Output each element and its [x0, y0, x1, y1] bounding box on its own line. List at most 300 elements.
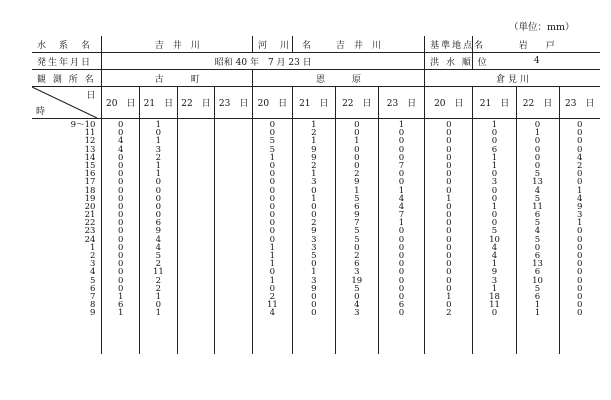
- rain-value: 0: [398, 144, 405, 155]
- rain-value: 9: [354, 177, 360, 188]
- rain-value: 1: [311, 120, 317, 130]
- hour-label: 19: [84, 193, 96, 204]
- rain-value: 0: [269, 210, 276, 221]
- rain-value: 0: [446, 275, 452, 286]
- rain-value: 0: [577, 275, 583, 286]
- rain-value: 0: [311, 308, 317, 319]
- rain-value: 0: [534, 120, 541, 130]
- rain-value: 0: [446, 234, 452, 245]
- rain-value: 5: [269, 144, 276, 155]
- unit-label: （単位：mm）: [509, 22, 575, 33]
- rain-value: 0: [269, 193, 276, 204]
- rain-value: 7: [398, 210, 405, 221]
- hour-label: 1: [89, 242, 96, 253]
- kijun-value: 岩 戸: [473, 36, 600, 53]
- rain-value: 1: [269, 275, 276, 286]
- rain-value: 2: [155, 259, 162, 270]
- hour-label: 9〜10: [70, 120, 96, 130]
- rain-value: 0: [446, 144, 452, 155]
- rain-value: 1: [491, 120, 498, 130]
- rain-value: 0: [446, 169, 452, 180]
- rain-value: 2: [155, 283, 162, 294]
- rainfall-table: [32, 36, 600, 354]
- rain-value: 0: [354, 120, 360, 130]
- hour-label: 8: [89, 300, 96, 311]
- rain-value: 2: [311, 218, 317, 229]
- rain-value: 4: [491, 251, 498, 261]
- rain-value: 1: [491, 152, 498, 163]
- hour-label: 13: [84, 144, 96, 155]
- kasen-value: 吉 井 川: [292, 36, 424, 53]
- day-header: 23 日: [378, 87, 424, 119]
- rain-value: 0: [577, 267, 583, 278]
- rain-value: 10: [532, 275, 543, 286]
- rain-value: 4: [491, 242, 498, 253]
- rain-value: 1: [269, 259, 276, 270]
- rain-value: 0: [491, 193, 498, 204]
- rain-value: 6: [354, 259, 360, 270]
- rain-value: 0: [577, 177, 583, 188]
- rain-value: 9: [311, 226, 317, 237]
- rain-value: 0: [446, 300, 452, 311]
- rain-value: 3: [311, 275, 317, 286]
- rain-value: 9: [311, 152, 317, 163]
- rain-value: 0: [398, 234, 405, 245]
- rain-value: 11: [266, 300, 278, 311]
- rain-value: 0: [398, 267, 405, 278]
- day-hour-corner: [32, 87, 102, 119]
- rain-value: 6: [534, 291, 541, 302]
- rain-value: 1: [491, 201, 498, 212]
- rain-value: 2: [269, 291, 276, 302]
- date-label: 発生年月日: [32, 53, 102, 70]
- rain-value: 1: [311, 169, 317, 180]
- rain-value: 1: [577, 218, 583, 229]
- rain-value: 0: [269, 128, 276, 139]
- rain-value: 7: [354, 218, 360, 229]
- rain-value: 0: [577, 234, 583, 245]
- hour-label: 14: [84, 152, 96, 163]
- rain-value: 0: [118, 128, 124, 139]
- rain-value: 3: [354, 267, 360, 278]
- rain-value: 0: [398, 259, 405, 270]
- rain-value: 5: [534, 169, 541, 180]
- rain-value: 0: [577, 144, 583, 155]
- rain-value: 0: [269, 201, 276, 212]
- rain-value: 0: [311, 300, 317, 311]
- rain-value: 5: [534, 193, 541, 204]
- rain-value: 0: [491, 210, 498, 221]
- rain-value: 0: [118, 267, 124, 278]
- rain-value: 0: [311, 185, 317, 196]
- hour-label: 7: [89, 291, 96, 302]
- day-header: 23 日: [215, 87, 253, 119]
- rain-value: 3: [311, 177, 317, 188]
- rain-value: 5: [155, 251, 162, 261]
- rain-value: 1: [398, 120, 405, 130]
- hour-label: 15: [84, 160, 96, 171]
- data-column: [378, 119, 424, 355]
- rain-value: 1: [155, 308, 162, 319]
- rain-value: 0: [311, 259, 317, 270]
- rain-value: 1: [354, 185, 360, 196]
- rain-value: 0: [446, 218, 452, 229]
- data-column: [215, 119, 253, 355]
- rain-value: 0: [155, 300, 162, 311]
- rain-value: 3: [354, 308, 360, 319]
- hour-label: 2: [89, 251, 96, 261]
- rain-value: 0: [118, 251, 124, 261]
- rain-value: 0: [577, 120, 583, 130]
- station-onbara: 恩 原: [252, 70, 424, 87]
- rain-value: 1: [354, 136, 360, 147]
- hour-label: 17: [84, 177, 96, 188]
- rain-value: 0: [118, 210, 124, 221]
- day-header: 22 日: [177, 87, 215, 119]
- rain-value: 2: [354, 169, 360, 180]
- rain-value: 0: [398, 152, 405, 163]
- rain-value: 1: [155, 120, 162, 130]
- data-column: [425, 119, 473, 355]
- rain-value: 0: [577, 169, 583, 180]
- rain-value: 0: [354, 152, 360, 163]
- rain-value: 4: [118, 144, 124, 155]
- hours-column: [32, 119, 102, 355]
- rain-value: 0: [446, 283, 452, 294]
- rain-value: 0: [534, 136, 541, 147]
- hour-label: 24: [84, 234, 96, 245]
- rain-value: 0: [118, 275, 124, 286]
- rain-value: 5: [311, 251, 317, 261]
- rain-value: 11: [152, 267, 164, 278]
- rain-value: 0: [446, 210, 452, 221]
- rain-value: 13: [532, 177, 543, 188]
- rain-value: 9: [311, 283, 317, 294]
- rain-value: 0: [118, 226, 124, 237]
- rain-value: 0: [577, 128, 583, 139]
- rain-value: 0: [118, 185, 124, 196]
- rain-value: 4: [577, 193, 583, 204]
- rain-value: 0: [577, 251, 583, 261]
- day-header: 21 日: [292, 87, 335, 119]
- rain-value: 0: [446, 152, 452, 163]
- rain-value: 6: [398, 300, 405, 311]
- day-header: 22 日: [516, 87, 559, 119]
- rain-value: 0: [118, 169, 124, 180]
- rain-value: 9: [155, 226, 162, 237]
- rain-value: 3: [491, 275, 498, 286]
- rain-value: 0: [269, 226, 276, 237]
- data-column: [516, 119, 559, 355]
- rain-value: 13: [532, 259, 543, 270]
- rain-value: 6: [534, 210, 541, 221]
- hour-label: 12: [84, 136, 96, 147]
- rain-value: 1: [118, 291, 124, 302]
- rain-value: 1: [155, 136, 162, 147]
- rain-value: 0: [577, 136, 583, 147]
- rain-value: 4: [354, 300, 360, 311]
- hour-label: 6: [89, 283, 96, 294]
- rain-value: 3: [577, 210, 583, 221]
- rain-value: 0: [577, 291, 583, 302]
- rain-value: 0: [398, 283, 405, 294]
- rain-value: 4: [534, 185, 541, 196]
- rain-value: 0: [155, 210, 162, 221]
- rain-value: 5: [534, 283, 541, 294]
- hour-label: 20: [84, 201, 96, 212]
- rain-value: 0: [269, 177, 276, 188]
- data-column: [140, 119, 178, 355]
- rain-value: 5: [354, 234, 360, 245]
- rain-value: 0: [446, 128, 452, 139]
- rain-value: 0: [491, 185, 498, 196]
- rain-value: 0: [118, 218, 124, 229]
- rain-value: 1: [311, 136, 317, 147]
- rain-value: 0: [446, 242, 452, 253]
- rain-value: 5: [269, 136, 276, 147]
- rain-value: 2: [155, 275, 162, 286]
- rain-value: 1: [446, 193, 452, 204]
- rain-value: 0: [446, 120, 452, 130]
- rain-value: 1: [491, 259, 498, 270]
- rain-value: 0: [534, 242, 541, 253]
- rain-value: 2: [354, 251, 360, 261]
- rain-value: 0: [311, 201, 317, 212]
- rain-value: 0: [269, 185, 276, 196]
- rain-value: 0: [491, 136, 498, 147]
- rain-value: 0: [155, 201, 162, 212]
- rain-value: 2: [446, 308, 452, 319]
- data-column: [335, 119, 378, 355]
- rain-value: 6: [491, 144, 498, 155]
- rain-value: 0: [118, 259, 124, 270]
- corner-day-label: 日: [86, 91, 96, 101]
- rain-value: 0: [577, 308, 583, 319]
- rain-value: 0: [446, 185, 452, 196]
- rain-value: 1: [398, 218, 405, 229]
- rain-value: 6: [534, 251, 541, 261]
- rain-value: 1: [534, 128, 541, 139]
- rain-value: 0: [118, 120, 124, 130]
- rain-value: 0: [354, 242, 360, 253]
- rain-value: 1: [155, 160, 162, 171]
- rain-value: 0: [118, 193, 124, 204]
- rain-value: 5: [354, 193, 360, 204]
- rain-value: 3: [491, 177, 498, 188]
- rain-value: 5: [491, 226, 498, 237]
- rain-value: 11: [532, 201, 543, 212]
- rain-value: 1: [534, 300, 541, 311]
- rain-value: 0: [118, 177, 124, 188]
- rain-value: 0: [269, 234, 276, 245]
- rain-value: 6: [118, 300, 124, 311]
- hour-label: 21: [84, 210, 96, 221]
- rain-value: 9: [354, 210, 360, 221]
- rain-value: 0: [398, 308, 405, 319]
- rain-value: 0: [577, 226, 583, 237]
- rain-value: 1: [534, 308, 541, 319]
- rain-value: 0: [269, 283, 276, 294]
- rain-value: 1: [311, 267, 317, 278]
- rain-value: 19: [351, 275, 363, 286]
- rain-value: 0: [577, 283, 583, 294]
- order-value: 4: [473, 53, 600, 70]
- rain-value: 7: [398, 160, 405, 171]
- rain-value: 3: [311, 242, 317, 253]
- rain-value: 3: [155, 144, 162, 155]
- data-column: [559, 119, 600, 355]
- rain-value: 0: [446, 136, 452, 147]
- data-column: [102, 119, 140, 355]
- rain-value: 0: [446, 259, 452, 270]
- rain-value: 1: [577, 185, 583, 196]
- day-header: 20 日: [252, 87, 292, 119]
- rain-value: 4: [398, 193, 405, 204]
- rain-value: 0: [398, 251, 405, 261]
- rain-value: 0: [398, 169, 405, 180]
- rain-value: 0: [118, 283, 124, 294]
- rain-value: 0: [398, 291, 405, 302]
- rain-value: 1: [269, 251, 276, 261]
- rain-value: 0: [118, 242, 124, 253]
- rain-value: 0: [446, 267, 452, 278]
- suikei-label: 水 系 名: [32, 36, 102, 53]
- rain-value: 2: [577, 160, 583, 171]
- rain-value: 18: [489, 291, 500, 302]
- rain-value: 5: [534, 234, 541, 245]
- rain-value: 1: [155, 291, 162, 302]
- rain-value: 0: [491, 169, 498, 180]
- rain-value: 9: [491, 267, 498, 278]
- rain-value: 0: [398, 242, 405, 253]
- rain-value: 2: [155, 152, 162, 163]
- rain-value: 0: [269, 267, 276, 278]
- rain-value: 4: [155, 242, 162, 253]
- rain-value: 9: [311, 144, 317, 155]
- rain-value: 0: [118, 160, 124, 171]
- data-column: [473, 119, 516, 355]
- rain-value: 1: [269, 152, 276, 163]
- day-header: 22 日: [335, 87, 378, 119]
- rain-value: 0: [155, 193, 162, 204]
- rain-value: 0: [446, 160, 452, 171]
- kijun-label: 基準地点名: [425, 36, 473, 53]
- rain-value: 0: [398, 128, 405, 139]
- day-header: 23 日: [559, 87, 600, 119]
- day-header: 21 日: [473, 87, 516, 119]
- rain-value: 0: [155, 185, 162, 196]
- rain-value: 1: [311, 193, 317, 204]
- station-kuramigawa: 倉 見 川: [425, 70, 600, 87]
- rain-value: 0: [354, 144, 360, 155]
- rain-value: 0: [118, 201, 124, 212]
- rain-value: 1: [491, 160, 498, 171]
- rain-value: 3: [311, 234, 317, 245]
- rain-value: 0: [577, 300, 583, 311]
- rain-value: 4: [398, 201, 405, 212]
- rain-value: 0: [534, 152, 541, 163]
- rain-value: 10: [489, 234, 500, 245]
- day-header: 20 日: [425, 87, 473, 119]
- rain-value: 2: [311, 160, 317, 171]
- rain-value: 0: [491, 128, 498, 139]
- data-column: [252, 119, 292, 355]
- corner-hour-label: 時: [36, 107, 46, 117]
- rain-value: 0: [446, 201, 452, 212]
- rain-value: 0: [534, 144, 541, 155]
- rain-value: 0: [269, 160, 276, 171]
- station-furumachi: 古 町: [102, 70, 253, 87]
- rain-value: 4: [118, 136, 124, 147]
- rain-value: 5: [354, 283, 360, 294]
- rain-value: 0: [534, 160, 541, 171]
- rain-value: 0: [269, 169, 276, 180]
- rain-value: 0: [311, 291, 317, 302]
- day-header: 20 日: [102, 87, 140, 119]
- rain-value: 1: [446, 291, 452, 302]
- rain-value: 1: [491, 283, 498, 294]
- rain-value: 0: [491, 218, 498, 229]
- data-column: [292, 119, 335, 355]
- rain-value: 1: [269, 242, 276, 253]
- rain-value: 0: [311, 210, 317, 221]
- rain-value: 0: [155, 128, 162, 139]
- suikei-value: 吉 井 川: [102, 36, 253, 53]
- rain-value: 4: [577, 152, 583, 163]
- rain-value: 4: [534, 226, 541, 237]
- rain-value: 0: [446, 177, 452, 188]
- hour-label: 16: [84, 169, 96, 180]
- kasen-label: 河 川 名: [252, 36, 292, 53]
- station-label: 観 測 所 名: [32, 70, 102, 87]
- hour-label: 9: [89, 308, 96, 319]
- hour-label: 3: [89, 259, 96, 270]
- rain-value: 0: [577, 242, 583, 253]
- hour-label: 5: [89, 275, 96, 286]
- rain-value: 1: [398, 185, 405, 196]
- rain-value: 11: [489, 300, 500, 311]
- rain-value: 6: [354, 201, 360, 212]
- day-header: 21 日: [140, 87, 178, 119]
- rain-value: 6: [534, 267, 541, 278]
- rain-value: 0: [446, 226, 452, 237]
- rain-value: 4: [155, 234, 162, 245]
- hour-label: 18: [84, 185, 96, 196]
- rain-value: 1: [118, 308, 124, 319]
- rain-value: 0: [118, 234, 124, 245]
- hour-label: 22: [84, 218, 96, 229]
- rain-value: 4: [269, 308, 276, 319]
- hour-label: 11: [84, 128, 96, 139]
- rain-value: 0: [577, 259, 583, 270]
- rain-value: 0: [354, 291, 360, 302]
- rain-value: 0: [354, 128, 360, 139]
- rain-value: 0: [398, 226, 405, 237]
- rain-value: 2: [311, 128, 317, 139]
- order-label: 洪 水 順 位: [425, 53, 473, 70]
- date-value: 昭和 40 年 7 月 23 日: [102, 53, 425, 70]
- rain-value: 0: [118, 152, 124, 163]
- rain-value: 0: [491, 308, 498, 319]
- rain-value: 0: [155, 177, 162, 188]
- hour-label: 4: [89, 267, 96, 278]
- rain-value: 1: [155, 169, 162, 180]
- rain-value: 0: [398, 275, 405, 286]
- hour-label: 23: [84, 226, 96, 237]
- rain-value: 0: [354, 160, 360, 171]
- rain-value: 0: [269, 120, 276, 130]
- data-column: [177, 119, 215, 355]
